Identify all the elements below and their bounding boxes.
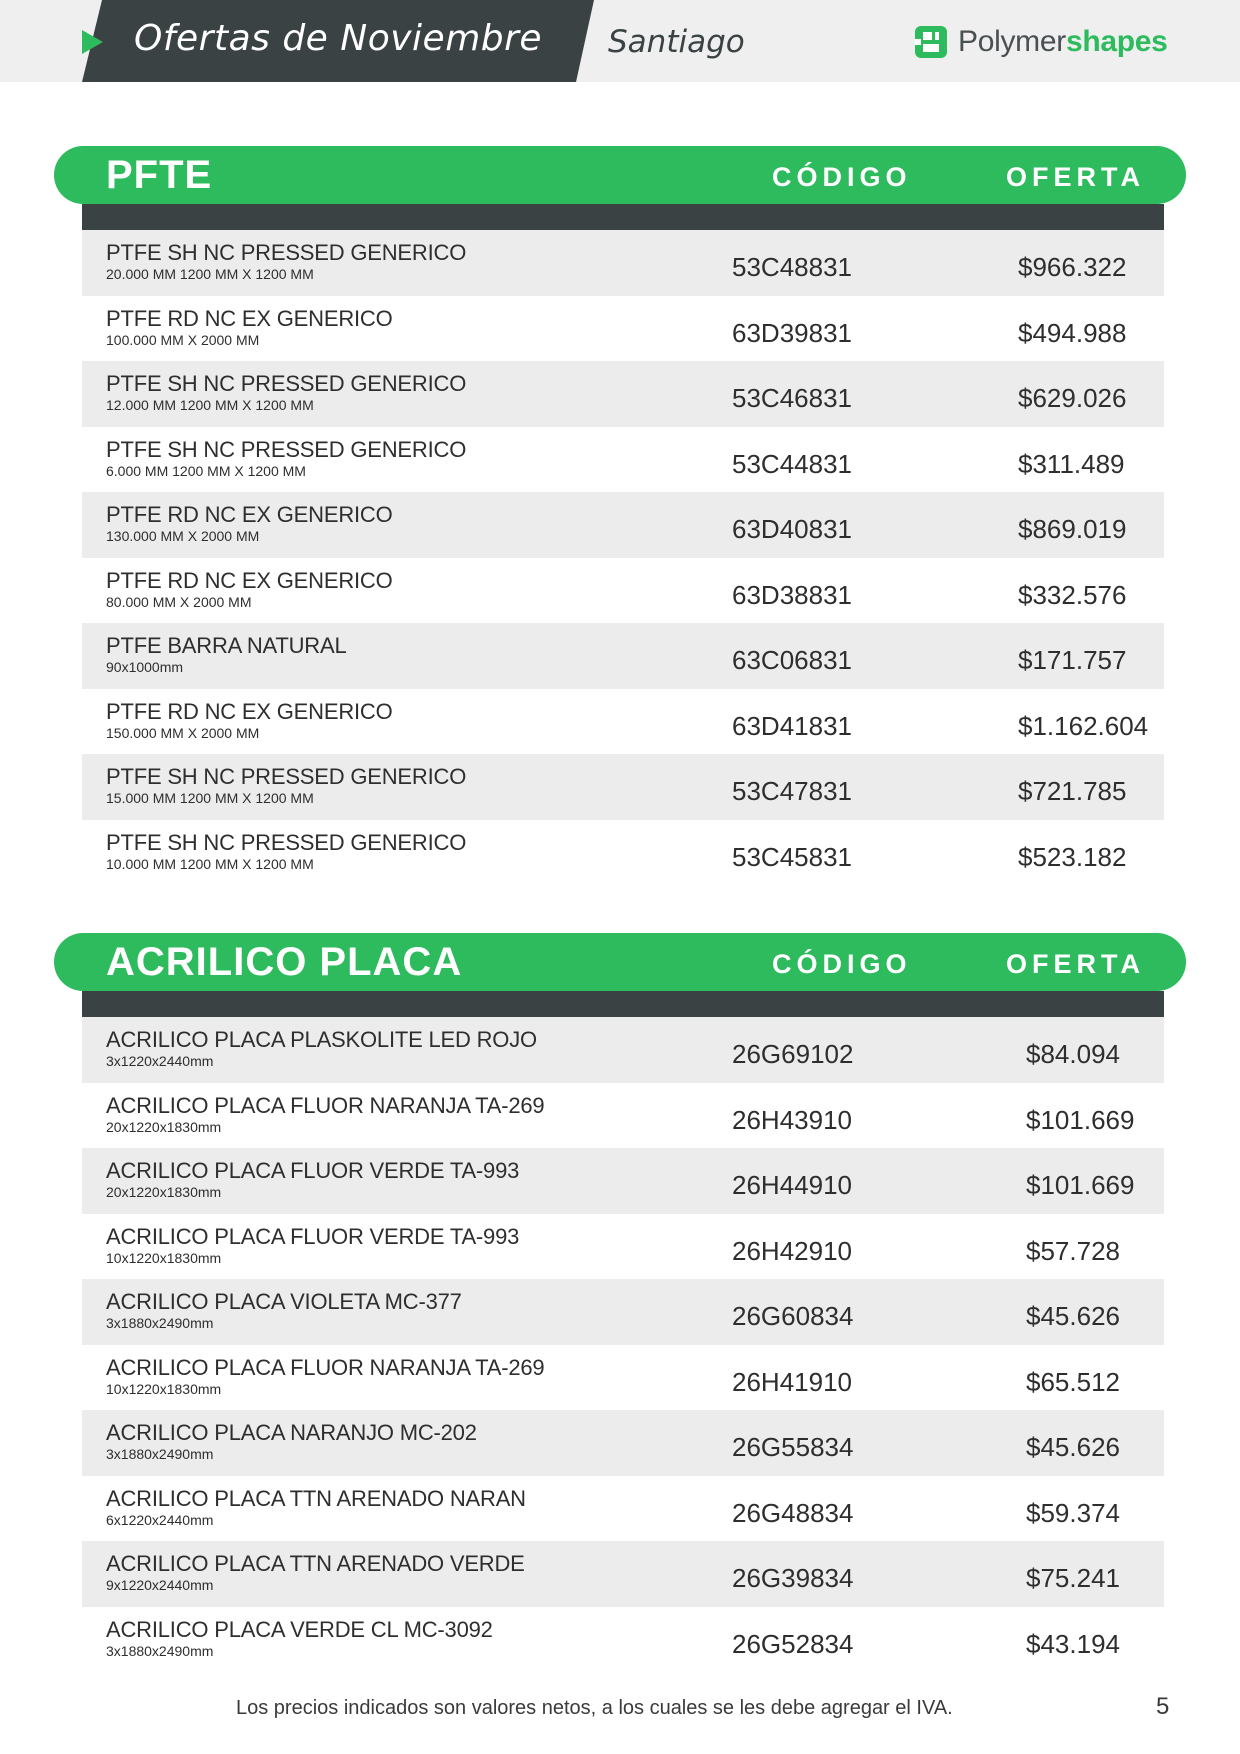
- offer-price: $494.988: [1018, 317, 1127, 348]
- product-name: ACRILICO PLACA FLUOR VERDE TA-993: [106, 1158, 520, 1183]
- product-dimensions: 20.000 MM 1200 MM X 1200 MM: [106, 266, 314, 282]
- column-header-code: CÓDIGO: [772, 949, 912, 979]
- product-dimensions: 10.000 MM 1200 MM X 1200 MM: [106, 855, 314, 872]
- product-code: 26G39834: [732, 1563, 854, 1593]
- page-number: 5: [1156, 1693, 1170, 1720]
- table-row: [82, 754, 1164, 820]
- product-code: 26G69102: [732, 1039, 854, 1069]
- table-row: [82, 623, 1164, 689]
- product-dimensions: 3x1880x2490mm: [106, 1315, 214, 1331]
- product-dimensions: 20x1220x1830mm: [106, 1184, 222, 1200]
- product-dimensions: 100.000 MM X 2000 MM: [106, 331, 260, 348]
- table-row: [82, 1476, 1164, 1542]
- offer-price: $65.512: [1026, 1366, 1120, 1397]
- product-name: PTFE RD NC EX GENERICO: [106, 502, 393, 527]
- product-name: PTFE SH NC PRESSED GENERICO: [106, 436, 467, 462]
- column-header-code: CÓDIGO: [772, 162, 912, 192]
- table-row: [82, 820, 1164, 886]
- table-row: [82, 492, 1164, 558]
- section-title: ACRILICO PLACA: [106, 940, 463, 984]
- table-row: [82, 1279, 1164, 1345]
- table-row: [82, 1148, 1164, 1214]
- page-title: Ofertas de Noviembre: [134, 18, 543, 59]
- table-row: [82, 1214, 1164, 1280]
- column-header-offer: OFERTA: [1006, 162, 1145, 192]
- table-row: [82, 1410, 1164, 1476]
- product-code: 63D40831: [732, 514, 852, 544]
- city-label: Santiago: [608, 24, 745, 60]
- table-row: [82, 1017, 1164, 1083]
- offer-price: $101.669: [1026, 1170, 1135, 1200]
- product-dimensions: 10x1220x1830mm: [106, 1380, 222, 1397]
- logo-wordmark: Polymershapes: [958, 25, 1168, 58]
- product-code: 26H44910: [732, 1170, 852, 1200]
- product-name: ACRILICO PLACA FLUOR VERDE TA-993: [106, 1223, 520, 1249]
- offer-price: $101.669: [1026, 1104, 1135, 1135]
- table-row: [82, 1541, 1164, 1607]
- offer-price: $43.194: [1026, 1628, 1120, 1659]
- product-dimensions: 150.000 MM X 2000 MM: [106, 724, 260, 741]
- offer-price: $311.489: [1018, 448, 1125, 479]
- product-dimensions: 9x1220x2440mm: [106, 1577, 214, 1593]
- table-row: [82, 296, 1164, 362]
- product-dimensions: 3x1220x2440mm: [106, 1053, 214, 1069]
- logo-mark-icon: [912, 23, 950, 61]
- table-row: [82, 230, 1164, 296]
- product-code: 26G52834: [732, 1628, 854, 1659]
- offer-price: $629.026: [1018, 383, 1127, 413]
- price-disclaimer: Los precios indicados son valores netos, a los cuales se les debe agregar el IVA.: [236, 1697, 953, 1719]
- product-name: ACRILICO PLACA VIOLETA MC-377: [106, 1289, 462, 1314]
- product-code: 53C45831: [732, 841, 852, 872]
- offer-price: $966.322: [1018, 252, 1127, 282]
- product-code: 63D38831: [732, 579, 852, 610]
- product-code: 63D41831: [732, 710, 852, 741]
- product-name: ACRILICO PLACA VERDE CL MC-3092: [106, 1616, 493, 1642]
- table-row: [82, 689, 1164, 755]
- offer-price: $45.626: [1026, 1432, 1120, 1462]
- product-code: 53C48831: [732, 252, 852, 282]
- product-code: 26G55834: [732, 1432, 854, 1462]
- offer-price: $57.728: [1026, 1235, 1120, 1266]
- product-name: PTFE RD NC EX GENERICO: [106, 305, 393, 331]
- offer-price: $45.626: [1026, 1301, 1120, 1331]
- product-dimensions: 6.000 MM 1200 MM X 1200 MM: [106, 462, 306, 479]
- product-dimensions: 90x1000mm: [106, 659, 184, 675]
- section-divider-bar: [82, 991, 1164, 1017]
- product-dimensions: 6x1220x2440mm: [106, 1511, 214, 1528]
- product-name: PTFE RD NC EX GENERICO: [106, 698, 393, 724]
- product-name: ACRILICO PLACA TTN ARENADO VERDE: [106, 1551, 525, 1576]
- product-dimensions: 20x1220x1830mm: [106, 1118, 222, 1135]
- product-name: ACRILICO PLACA TTN ARENADO NARAN: [106, 1485, 526, 1511]
- column-header-offer: OFERTA: [1006, 949, 1145, 979]
- product-dimensions: 3x1880x2490mm: [106, 1446, 214, 1462]
- section-title: PFTE: [106, 153, 213, 197]
- offer-price: $1.162.604: [1018, 710, 1149, 741]
- product-name: PTFE SH NC PRESSED GENERICO: [106, 371, 467, 396]
- product-code: 53C46831: [732, 383, 852, 413]
- product-name: ACRILICO PLACA FLUOR NARANJA TA-269: [106, 1354, 545, 1380]
- product-code: 26H42910: [732, 1235, 852, 1266]
- offer-price: $332.576: [1018, 579, 1127, 610]
- product-dimensions: 3x1880x2490mm: [106, 1642, 214, 1659]
- offer-price: $75.241: [1026, 1563, 1120, 1593]
- offer-price: $171.757: [1018, 645, 1127, 675]
- product-code: 26H43910: [732, 1104, 852, 1135]
- product-table: [82, 1017, 1164, 1672]
- table-row: [82, 361, 1164, 427]
- offer-price: $523.182: [1018, 841, 1127, 872]
- product-code: 26G48834: [732, 1497, 854, 1528]
- product-dimensions: 15.000 MM 1200 MM X 1200 MM: [106, 790, 314, 806]
- product-name: PTFE RD NC EX GENERICO: [106, 567, 393, 593]
- product-name: PTFE SH NC PRESSED GENERICO: [106, 829, 467, 855]
- play-icon: [82, 30, 103, 54]
- table-row: [82, 558, 1164, 624]
- product-dimensions: 80.000 MM X 2000 MM: [106, 593, 252, 610]
- product-dimensions: 130.000 MM X 2000 MM: [106, 528, 260, 544]
- product-name: ACRILICO PLACA NARANJO MC-202: [106, 1420, 477, 1445]
- product-code: 26H41910: [732, 1366, 852, 1397]
- product-dimensions: 12.000 MM 1200 MM X 1200 MM: [106, 397, 314, 413]
- product-code: 53C44831: [732, 448, 852, 479]
- offer-price: $869.019: [1018, 514, 1127, 544]
- polymershapes-logo: [912, 22, 1168, 62]
- product-code: 63C06831: [732, 645, 852, 675]
- product-name: PTFE SH NC PRESSED GENERICO: [106, 764, 467, 789]
- product-name: ACRILICO PLACA FLUOR NARANJA TA-269: [106, 1092, 545, 1118]
- table-row: [82, 1083, 1164, 1149]
- product-dimensions: 10x1220x1830mm: [106, 1249, 222, 1266]
- product-name: PTFE BARRA NATURAL: [106, 633, 347, 658]
- offer-price: $59.374: [1026, 1497, 1120, 1528]
- table-row: [82, 1345, 1164, 1411]
- product-code: 26G60834: [732, 1301, 854, 1331]
- table-row: [82, 427, 1164, 493]
- offer-price: $84.094: [1026, 1039, 1120, 1069]
- product-name: PTFE SH NC PRESSED GENERICO: [106, 240, 467, 265]
- product-code: 53C47831: [732, 776, 852, 806]
- table-row: [82, 1607, 1164, 1673]
- section-divider-bar: [82, 204, 1164, 230]
- product-code: 63D39831: [732, 317, 852, 348]
- offer-price: $721.785: [1018, 776, 1127, 806]
- product-table: [82, 230, 1164, 885]
- product-name: ACRILICO PLACA PLASKOLITE LED ROJO: [106, 1027, 537, 1052]
